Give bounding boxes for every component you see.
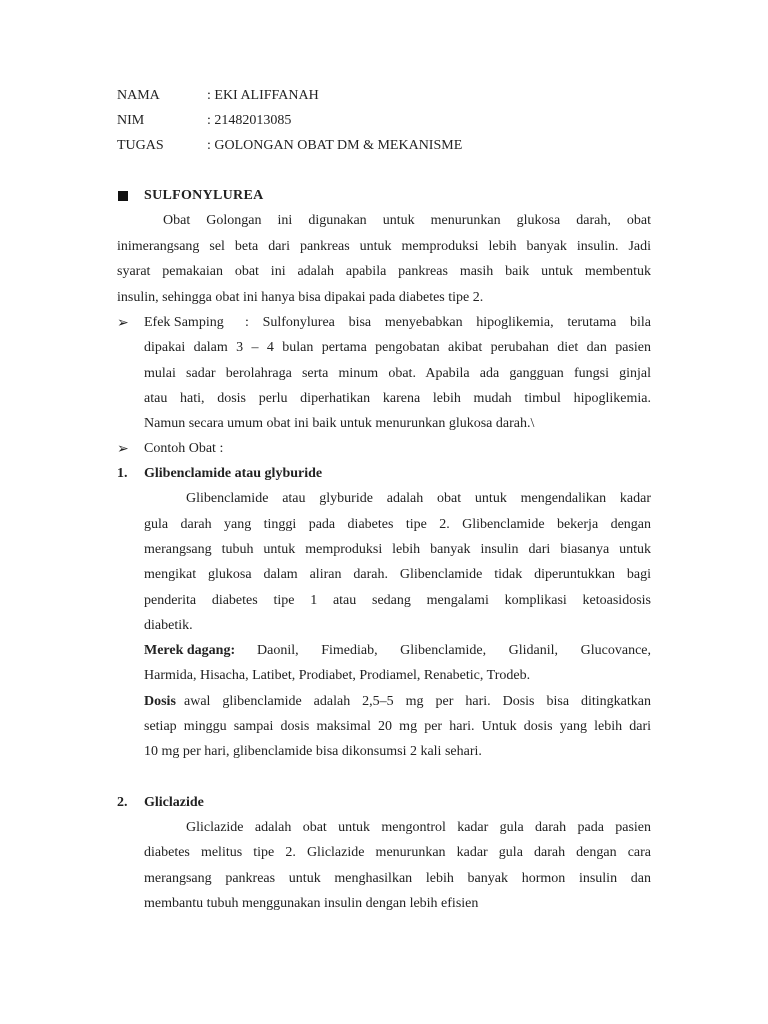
item1-para-line: penderita diabetes tipe 1 atau sedang mengalami komplikasi ketoasidosis [144,593,651,608]
nim-label: NIM [117,113,145,128]
section-title: SULFONYLUREA [144,188,264,203]
intro-line: syarat pemakaian obat ini adalah apabila pankreas masih baik untuk membentuk [117,264,651,279]
efek-line: : Sulfonylurea bisa menyebabkan hipoglikemia, terutama bila [245,315,651,330]
dosis-line: 10 mg per hari, glibenclamide bisa dikonsumsi 2 kali sehari. [144,744,482,759]
item-title: Glibenclamide atau glyburide [144,466,323,481]
efek-line: atau hati, dosis perlu diperhatikan karena lebih mudah timbul hipoglikemia. [144,391,651,406]
arrow-bullet-icon: ➢ [117,316,129,331]
item2-para-line: diabetes melitus tipe 2. Gliclazide menurunkan kadar gula darah dengan cara [144,845,651,860]
contoh-label: Contoh Obat : [144,441,224,456]
efek-label: Efek Samping [144,315,224,330]
merek-label: Merek dagang: [144,643,236,658]
item1-para-line: mengikat glukosa dalam aliran darah. Glibenclamide tidak diperuntukkan bagi [144,567,651,582]
item1-para-line: merangsang tubuh untuk memproduksi lebih banyak insulin dari biasanya untuk [144,542,651,557]
square-bullet-icon [118,191,128,201]
nama-value: : EKI ALIFFANAH [207,88,319,103]
item-number: 1. [117,466,128,481]
efek-line: Namun secara umum obat ini baik untuk menurunkan glukosa darah.\ [144,416,535,431]
dosis-label: Dosis [144,694,176,709]
item1-para-line: gula darah yang tinggi pada diabetes tipe 2. Glibenclamide bekerja dengan [144,517,651,532]
merek-line: Harmida, Hisacha, Latibet, Prodiabet, Prodiamel, Renabetic, Trodeb. [144,668,531,683]
efek-line: mulai sadar berolahraga serta minum obat. Apabila ada gangguan fungsi ginjal [144,366,651,381]
item2-para-line: membantu tubuh menggunakan insulin dengan lebih efisien [144,896,479,911]
tugas-value: : GOLONGAN OBAT DM & MEKANISME [207,138,463,153]
item1-para-line: Glibenclamide atau glyburide adalah obat untuk mengendalikan kadar [186,491,651,506]
intro-line: inimerangsang sel beta dari pankreas untuk memproduksi lebih banyak insulin. Jadi [117,239,651,254]
tugas-label: TUGAS [117,138,164,153]
intro-line: Obat Golongan ini digunakan untuk menurunkan glukosa darah, obat [163,213,651,228]
item-number: 2. [117,795,128,810]
item2-para-line: Gliclazide adalah obat untuk mengontrol kadar gula darah pada pasien [186,820,651,835]
dosis-line: setiap minggu sampai dosis maksimal 20 mg per hari. Untuk dosis yang lebih dari [144,719,651,734]
item-title: Gliclazide [144,795,204,810]
item1-para-line: diabetik. [144,618,193,633]
merek-line: Daonil, Fimediab, Glibenclamide, Glidanil, Glucovance, [257,643,651,658]
intro-line: insulin, sehingga obat ini hanya bisa dipakai pada diabetes tipe 2. [117,290,484,305]
nama-label: NAMA [117,88,160,103]
arrow-bullet-icon: ➢ [117,442,129,457]
dosis-line: awal glibenclamide adalah 2,5–5 mg per hari. Dosis bisa ditingkatkan [184,694,651,709]
efek-line: dipakai dalam 3 – 4 bulan pertama pengobatan akibat perubahan diet dan pasien [144,340,651,355]
nim-value: : 21482013085 [207,113,292,128]
item2-para-line: merangsang pankreas untuk menghasilkan lebih banyak hormon insulin dan [144,871,651,886]
